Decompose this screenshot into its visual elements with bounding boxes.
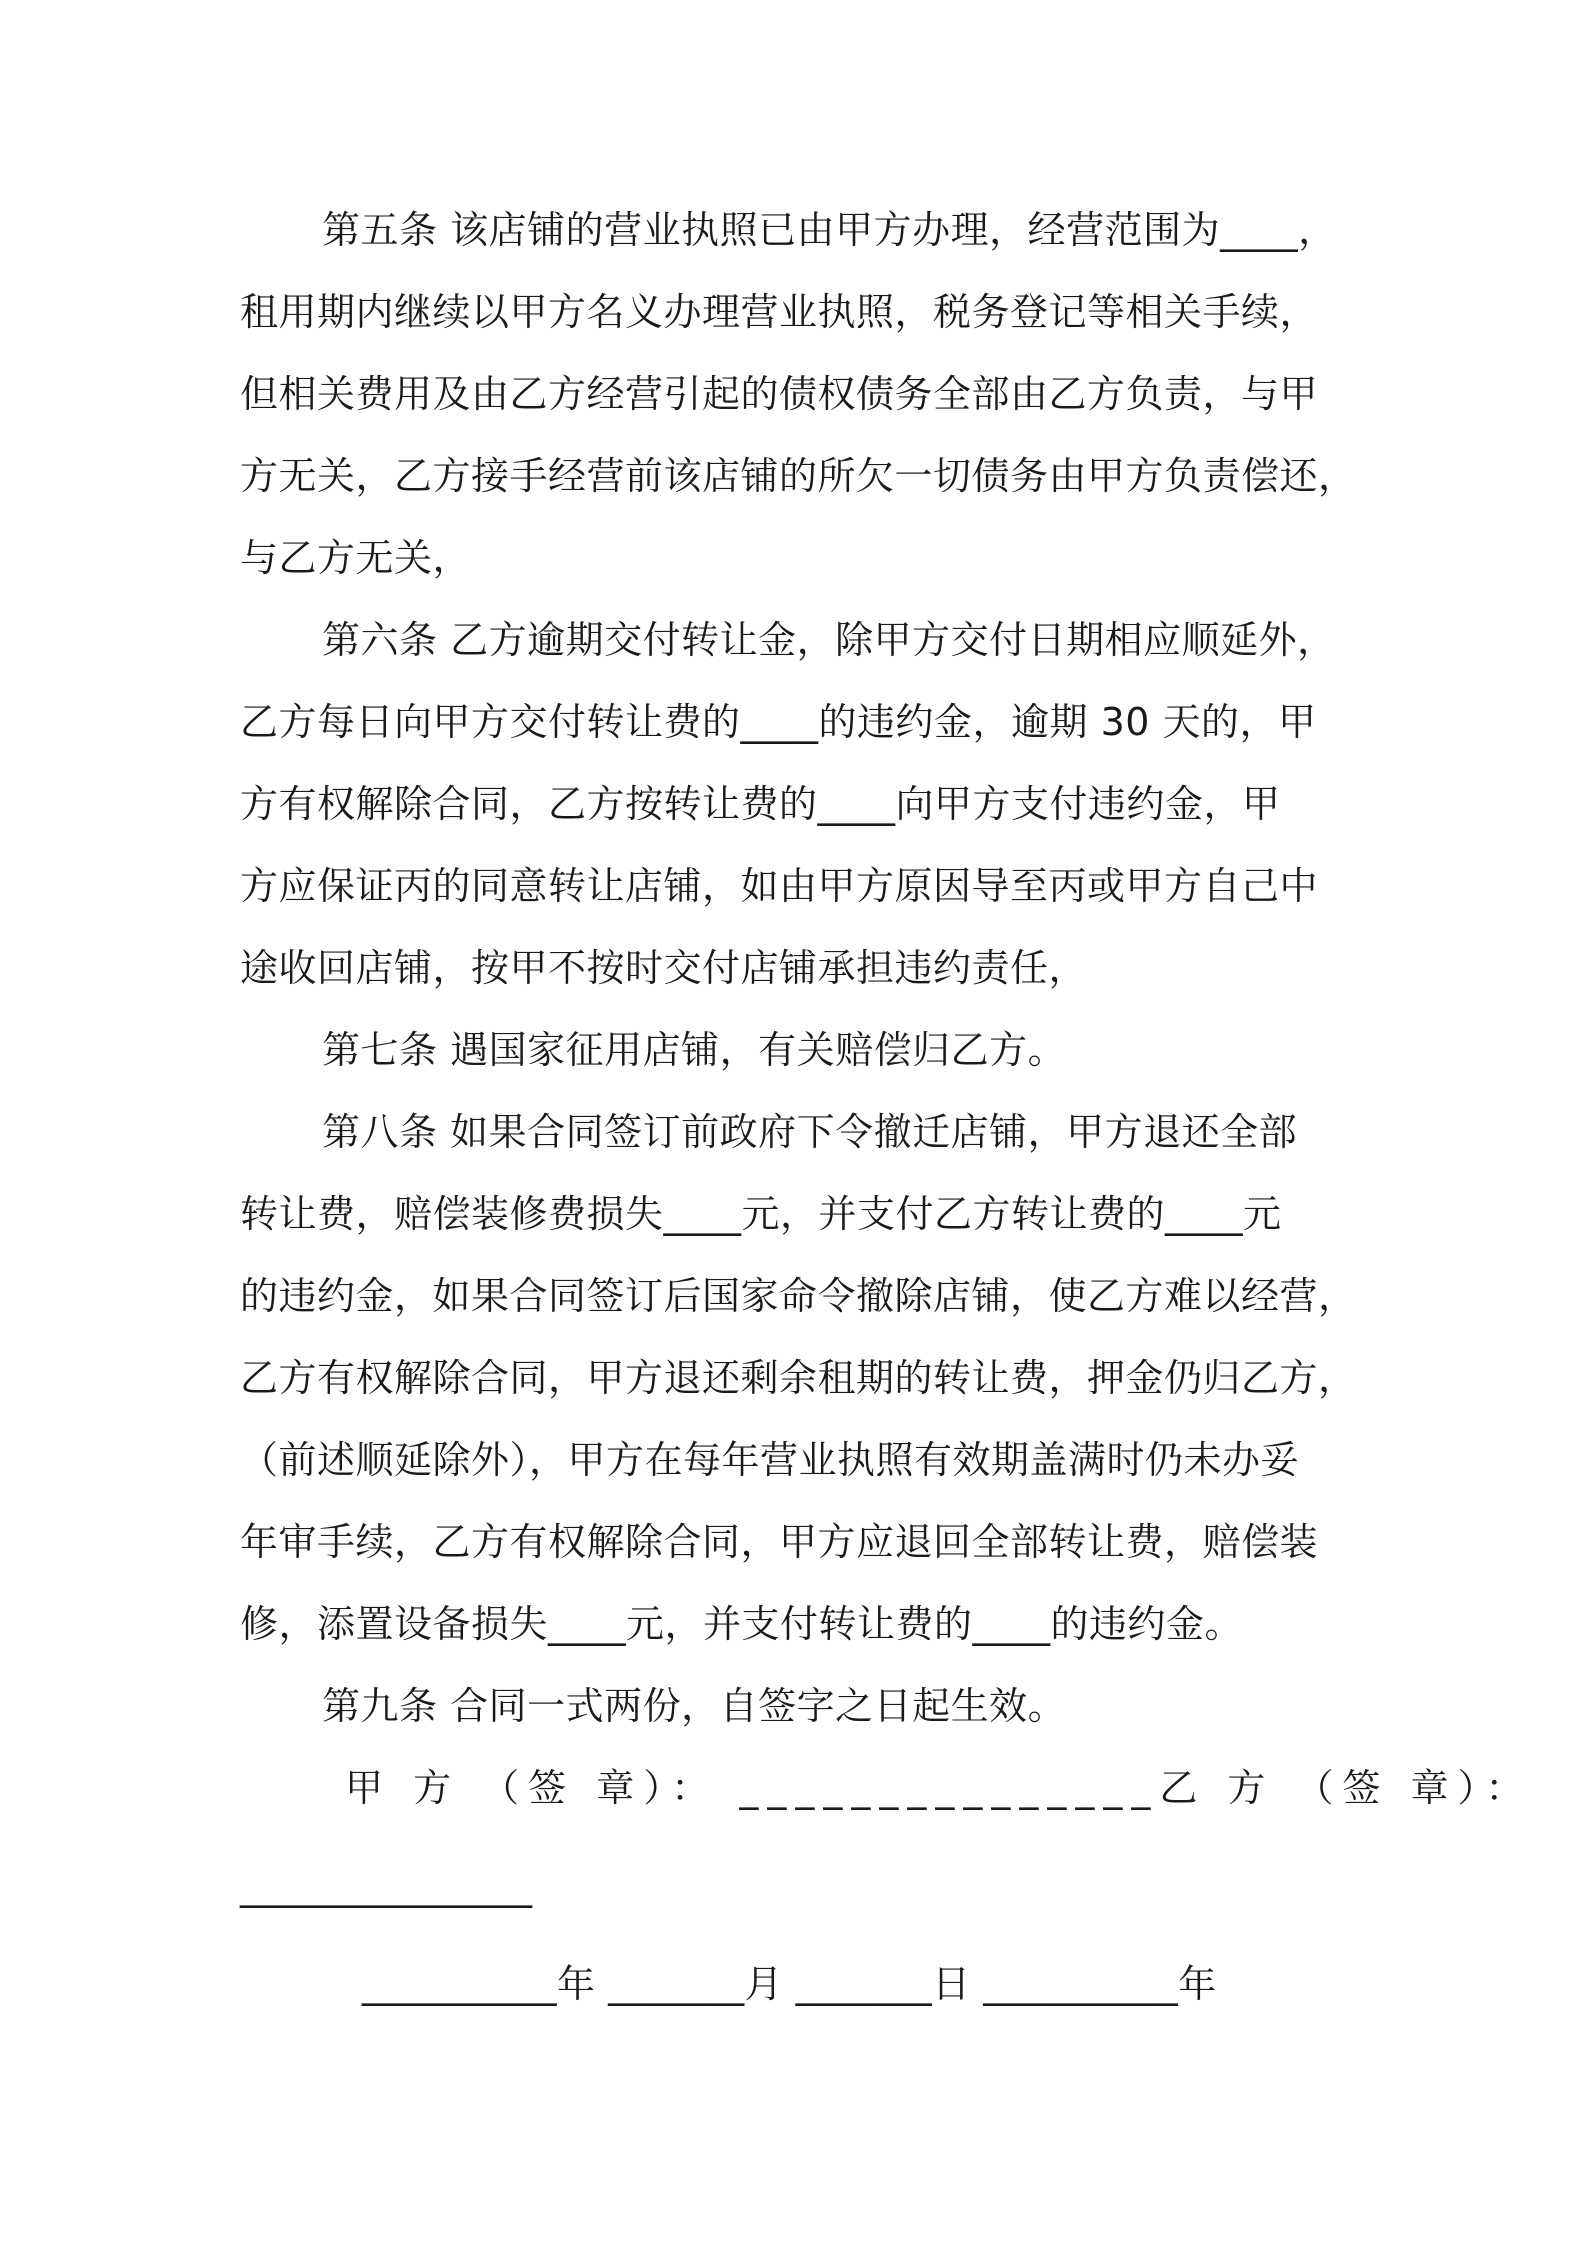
article-5-line-5: 与乙方无关， xyxy=(240,536,472,580)
date-line: __________年 _______月 _______日 __________年 xyxy=(362,1962,1217,2006)
article-6-line-1: 第六条 乙方逾期交付转让金，除甲方交付日期相应顺延外， xyxy=(322,618,1336,662)
article-5-line-3: 但相关费用及由乙方经营引起的债权债务全部由乙方负责，与甲 xyxy=(240,372,1319,416)
signature-line: 甲 方 （签 章）： _______________乙 方 （签 章）： xyxy=(345,1766,1533,1810)
article-8-line-1: 第八条 如果合同签订前政府下令撤迁店铺，甲方退还全部 xyxy=(322,1110,1298,1154)
article-8-line-4: 乙方有权解除合同，甲方退还剩余租期的转让费，押金仍归乙方， xyxy=(240,1356,1357,1400)
article-8-line-6: 年审手续，乙方有权解除合同，甲方应退回全部转让费，赔偿装 xyxy=(240,1520,1319,1564)
article-6-line-2: 乙方每日向甲方交付转让费的____的违约金，逾期 30 天的，甲 xyxy=(240,700,1317,744)
article-7-line-1: 第七条 遇国家征用店铺，有关赔偿归乙方。 xyxy=(322,1028,1067,1072)
article-5-line-2: 租用期内继续以甲方名义办理营业执照，税务登记等相关手续， xyxy=(240,290,1319,334)
article-8-line-2: 转让费，赔偿装修费损失____元，并支付乙方转让费的____元 xyxy=(240,1192,1282,1236)
article-8-line-3: 的违约金，如果合同签订后国家命令撤除店铺，使乙方难以经营， xyxy=(240,1274,1357,1318)
article-9-line-1: 第九条 合同一式两份，自签字之日起生效。 xyxy=(322,1684,1067,1728)
article-6-line-4: 方应保证丙的同意转让店铺，如由甲方原因导至丙或甲方自己中 xyxy=(240,864,1319,908)
article-6-line-3: 方有权解除合同，乙方按转让费的____向甲方支付违约金，甲 xyxy=(240,782,1281,826)
article-5-line-1: 第五条 该店铺的营业执照已由甲方办理，经营范围为____， xyxy=(322,208,1337,252)
article-8-line-7: 修，添置设备损失____元，并支付转让费的____的违约金。 xyxy=(240,1602,1244,1646)
article-5-line-4: 方无关，乙方接手经营前该店铺的所欠一切债务由甲方负责偿还， xyxy=(240,454,1357,498)
article-8-line-5: （前述顺延除外），甲方在每年营业执照有效期盖满时仍未办妥 xyxy=(240,1438,1300,1482)
signature-blank: _______________ xyxy=(240,1864,533,1908)
article-6-line-5: 途收回店铺，按甲不按时交付店铺承担违约责任， xyxy=(240,946,1088,990)
